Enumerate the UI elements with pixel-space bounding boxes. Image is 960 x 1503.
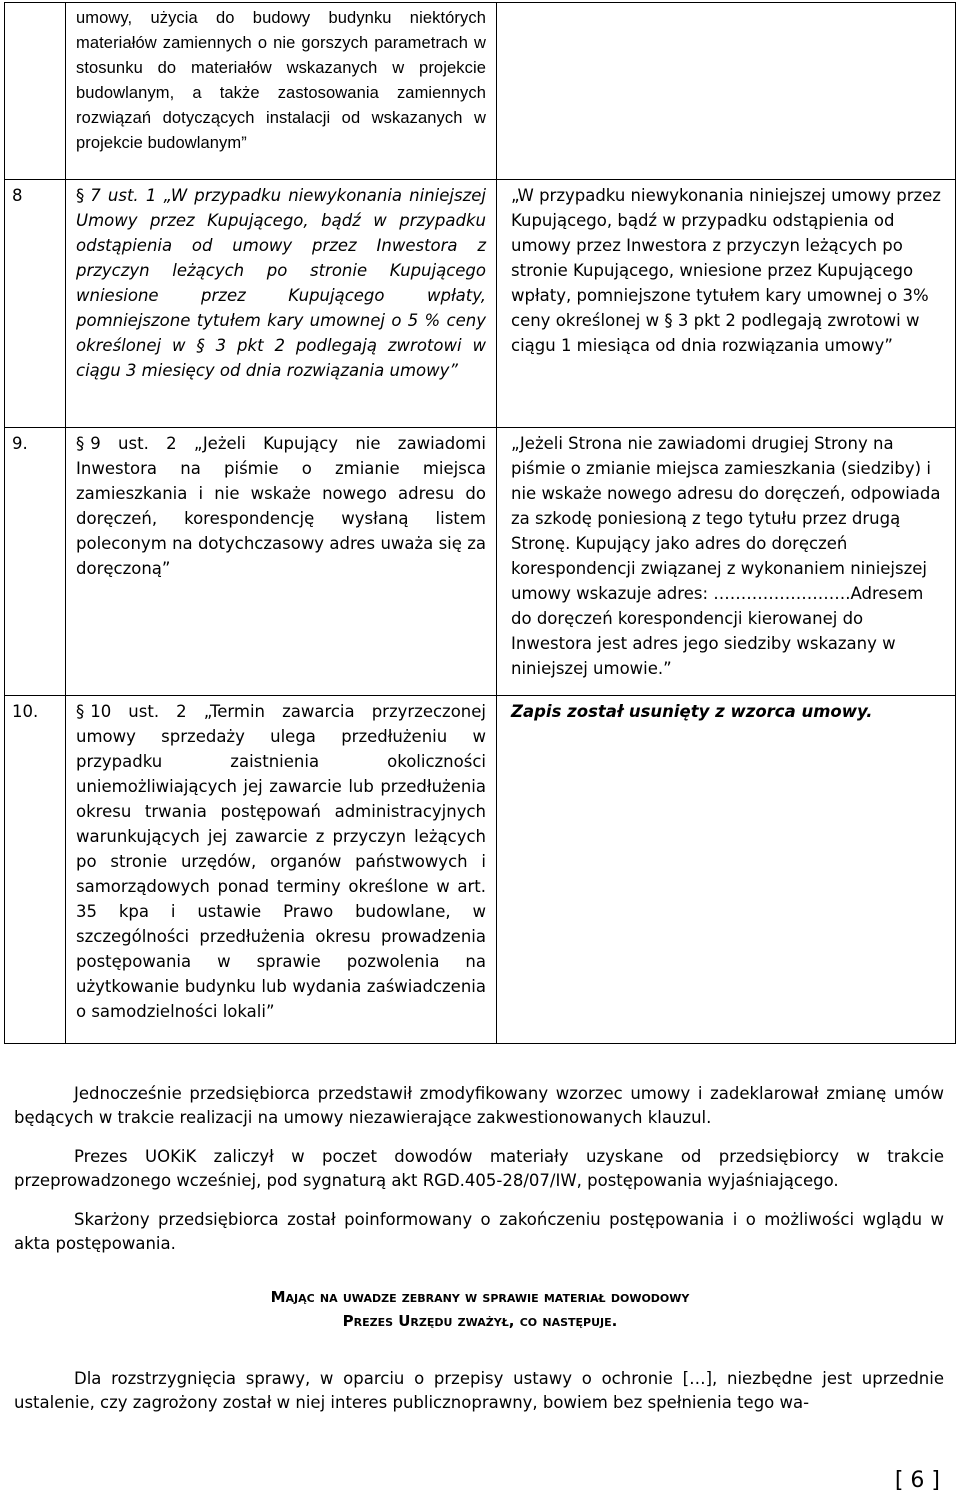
- table-row: [5, 180, 956, 428]
- page-number: [ 6 ]: [894, 1468, 940, 1493]
- row-number: 10.: [5, 696, 66, 1044]
- original-clause: [66, 428, 497, 696]
- body-text: [14, 1082, 944, 1271]
- table-row: [5, 3, 956, 180]
- section-sign: §: [76, 434, 85, 453]
- row-number: [5, 3, 66, 180]
- heading-line: Mając na uwadze zebrany w sprawie materiał dowodowy: [270, 1288, 690, 1306]
- section-sign: §: [76, 702, 85, 721]
- modified-clause: „W przypadku niewykonania niniejszej umowy przez Kupującego, bądź w przypadku odstąpienia od umowy przez Inwestora z przyczyn leżących po stronie Kupującego, wniesione przez Kupującego wpłaty, pomniejszone tytułem kary umownej o 3% ceny określonej w § 3 pkt 2 podlegają zwrotowi w ciągu 1 miesiąca od dnia rozwiązania umowy”: [497, 180, 956, 428]
- modified-clause: [497, 3, 956, 180]
- comparison-table: [4, 2, 956, 1044]
- original-clause-text: 7 ust. 1 „W przypadku niewykonania niniejszej Umowy przez Kupującego, bądź w przypadku odstąpienia od umowy przez Inwestora z przyczyn leżących po stronie Kupującego wniesione przez Kupującego wpłaty, pomniejszone tytułem kary umownej o 5 % ceny określonej w § 3 pkt 2 podlegają zwrotowi w ciągu 3 miesięcy od dnia rozwiązania umowy”: [76, 186, 486, 380]
- paragraph: Prezes UOKiK zaliczył w poczet dowodów materiały uzyskane od przedsiębiorcy w trakcie przeprowadzonego wcześniej, pod sygnaturą akt RGD.405-28/07/IW, postępowania wyjaśniającego.: [14, 1147, 944, 1190]
- section-heading: [0, 1285, 960, 1333]
- row-number: 9.: [5, 428, 66, 696]
- heading-line: Prezes Urzędu zważył, co następuje.: [342, 1312, 618, 1330]
- original-clause: [66, 696, 497, 1044]
- modified-clause: „Jeżeli Strona nie zawiadomi drugiej Strony na piśmie o zmianie miejsca zamieszkania (siedziby) i nie wskaże nowego adresu do doręczeń, odpowiada za szkodę poniesioną z tego tytułu przez drugą Stronę. Kupujący jako adres do doręczeń korespondencji związanej z wykonaniem niniejszej umowy wskazuje adres: …………………….Adresem do doręczeń korespondencji kierowanej do Inwestora jest adres jego siedziby wskazany w niniejszej umowie.”: [497, 428, 956, 696]
- paragraph: Skarżony przedsiębiorca został poinformowany o zakończeniu postępowania i o możliwości wglądu w akta postępowania.: [14, 1210, 944, 1253]
- original-clause: [66, 180, 497, 428]
- paragraph: Dla rozstrzygnięcia sprawy, w oparciu o przepisy ustawy o ochronie […], niezbędne jest uprzednie ustalenie, czy zagrożony został w niej interes publicznoprawny, bowiem bez spełnienia tego wa-: [14, 1369, 944, 1412]
- original-clause-text: 9 ust. 2 „Jeżeli Kupujący nie zawiadomi Inwestora na piśmie o zmianie miejsca zamieszkania i nie wskaże nowego adresu do doręczeń, korespondencję wysłaną listem poleconym na dotychczasowy adres uważa się za doręczoną”: [76, 434, 486, 578]
- row-number: 8: [5, 180, 66, 428]
- final-text: [14, 1367, 944, 1430]
- section-sign: §: [76, 186, 85, 205]
- original-clause-text: 10 ust. 2 „Termin zawarcia przyrzeczonej umowy sprzedaży ulega przedłużeniu w przypadku zaistnienia okoliczności uniemożliwiających jej zawarcie lub przedłużenia okresu trwania postępowań administracyjnych warunkujących jej zawarcie z przyczyn leżących po stronie urzędów, organów państwowych i samorządowych ponad terminy określone w art. 35 kpa i ustawie Prawo budowlane, w szczególności przedłużenia okresu prowadzenia postępowania w sprawie pozwolenia na użytkowanie budynku lub wydania zaświadczenia o samodzielności lokali”: [76, 702, 486, 1021]
- table-row: [5, 428, 956, 696]
- paragraph: Jednocześnie przedsiębiorca przedstawił zmodyfikowany wzorzec umowy i zadeklarował zmianę umów będących w trakcie realizacji na umowy niezawierające zakwestionowanych klauzul.: [14, 1084, 944, 1127]
- table-row: [5, 696, 956, 1044]
- original-clause: umowy, użycia do budowy budynku niektórych materiałów zamiennych o nie gorszych parametrach w stosunku do materiałów wskazanych w projekcie budowlanym, a także zastosowania zamiennych rozwiązań dotyczących instalacji od wskazanych w projekcie budowlanym”: [66, 3, 497, 180]
- modified-clause: Zapis został usunięty z wzorca umowy.: [497, 696, 956, 1044]
